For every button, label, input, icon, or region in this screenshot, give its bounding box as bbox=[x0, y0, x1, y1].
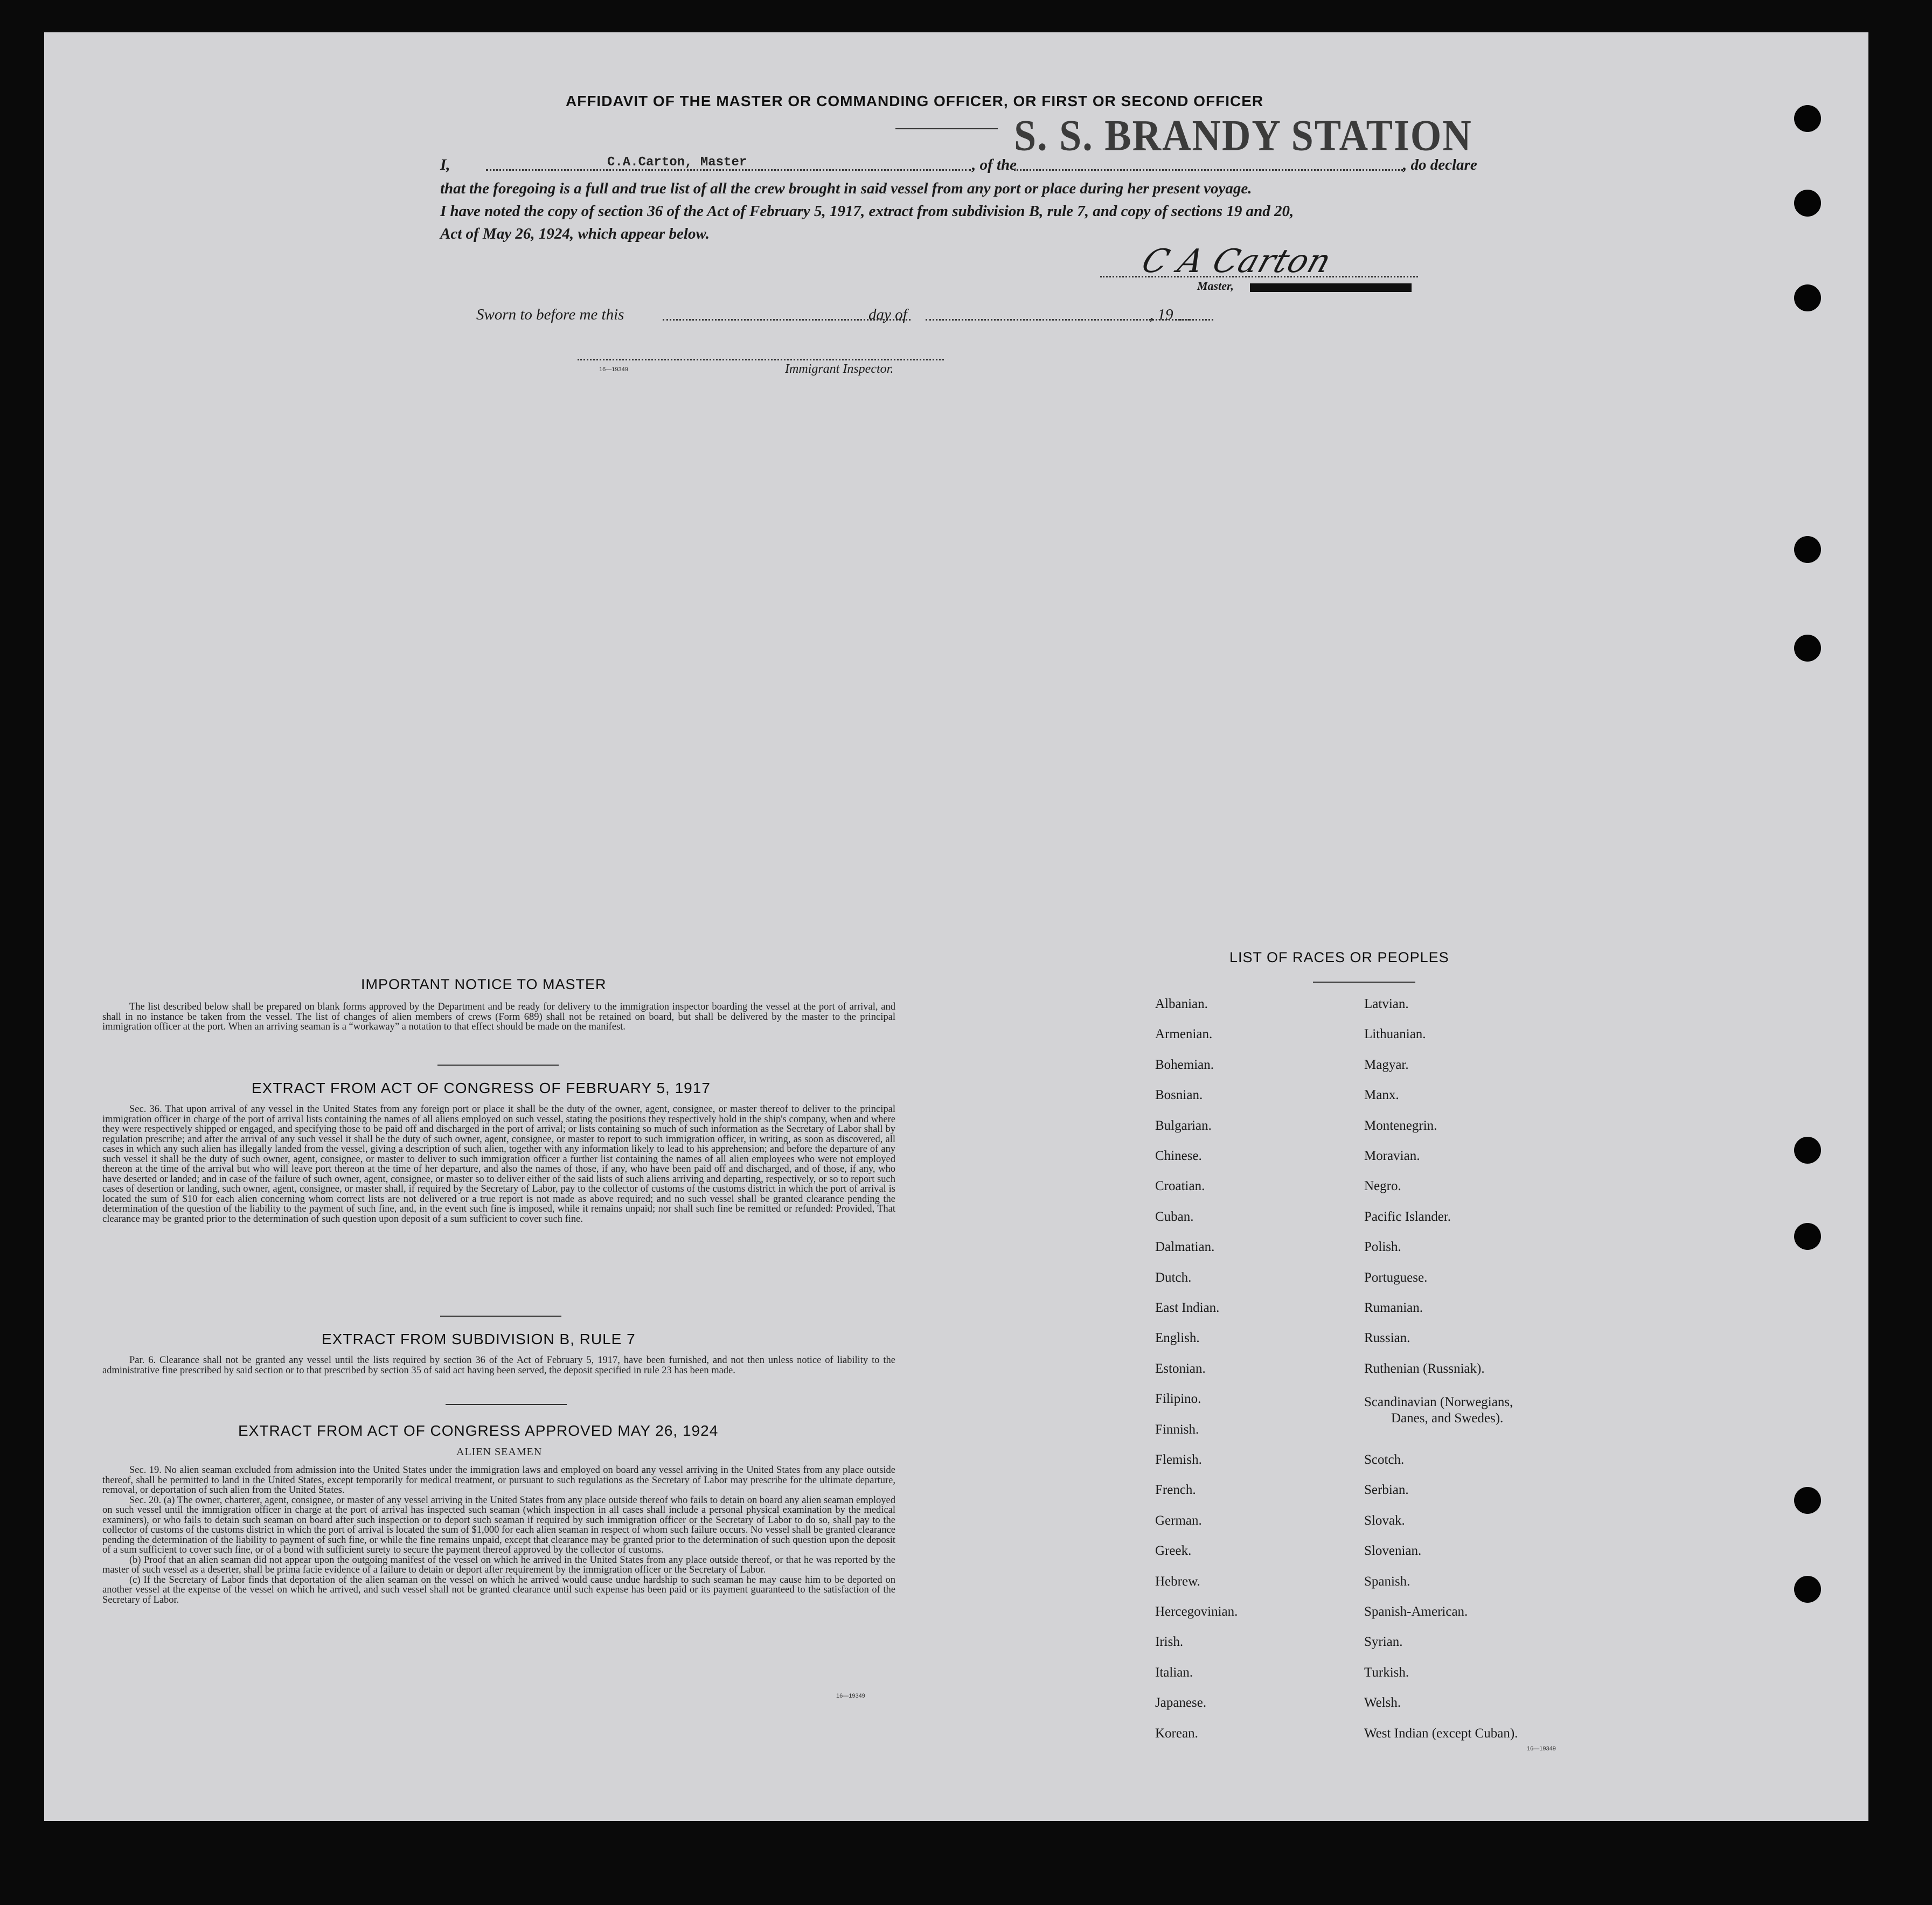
race-item: Finnish. bbox=[1155, 1422, 1199, 1437]
race-item: Manx. bbox=[1364, 1088, 1399, 1103]
race-item: Dutch. bbox=[1155, 1270, 1192, 1285]
year-label: , 19 bbox=[1150, 306, 1173, 323]
race-item: Irish. bbox=[1155, 1635, 1184, 1650]
punch-hole bbox=[1794, 284, 1821, 311]
race-item: Greek. bbox=[1155, 1544, 1192, 1559]
race-item: Armenian. bbox=[1155, 1027, 1213, 1042]
race-item: Japanese. bbox=[1155, 1695, 1207, 1711]
race-item: Cuban. bbox=[1155, 1209, 1194, 1224]
divider bbox=[446, 1404, 567, 1405]
race-item: Hebrew. bbox=[1155, 1574, 1200, 1589]
race-item: Spanish-American. bbox=[1364, 1604, 1468, 1619]
race-item: Scotch. bbox=[1364, 1452, 1405, 1467]
extract-1917-title: EXTRACT FROM ACT OF CONGRESS OF FEBRUARY 5, 1917 bbox=[252, 1080, 711, 1096]
extract-1924-text bbox=[102, 1465, 895, 1605]
do-declare-label: , do declare bbox=[1403, 156, 1477, 173]
punch-hole bbox=[1794, 190, 1821, 217]
race-item: West Indian (except Cuban). bbox=[1364, 1726, 1518, 1741]
race-item: Bosnian. bbox=[1155, 1088, 1203, 1103]
race-item: French. bbox=[1155, 1483, 1196, 1498]
extract-1917-text bbox=[102, 1104, 895, 1224]
race-item: Moravian. bbox=[1364, 1149, 1420, 1163]
vessel-field-line bbox=[1014, 169, 1403, 171]
notice-title: IMPORTANT NOTICE TO MASTER bbox=[361, 976, 607, 992]
redaction-bar bbox=[1250, 283, 1412, 292]
race-item: Negro. bbox=[1364, 1179, 1401, 1194]
punch-hole bbox=[1794, 1487, 1821, 1514]
affidavit-title: AFFIDAVIT OF THE MASTER OR COMMANDING OFFICER, OR FIRST OR SECOND OFFICER bbox=[566, 93, 1264, 109]
divider bbox=[895, 128, 998, 129]
divider bbox=[440, 1316, 561, 1317]
race-item: Hercegovinian. bbox=[1155, 1604, 1238, 1619]
form-number: 16—19349 bbox=[836, 1693, 865, 1699]
race-item: Ruthenian (Russniak). bbox=[1364, 1361, 1485, 1376]
race-item: Flemish. bbox=[1155, 1452, 1202, 1467]
race-item: Pacific Islander. bbox=[1364, 1209, 1451, 1224]
punch-hole bbox=[1794, 1223, 1821, 1250]
race-item: Bulgarian. bbox=[1155, 1118, 1212, 1133]
master-label: Master, bbox=[1197, 279, 1234, 293]
race-item: Albanian. bbox=[1155, 997, 1208, 1011]
race-item: Spanish. bbox=[1364, 1574, 1410, 1589]
race-item: Lithuanian. bbox=[1364, 1027, 1426, 1042]
race-item: Montenegrin. bbox=[1364, 1118, 1437, 1133]
race-item: Italian. bbox=[1155, 1665, 1193, 1680]
race-item: Russian. bbox=[1364, 1331, 1410, 1346]
races-title: LIST OF RACES OR PEOPLES bbox=[1229, 949, 1449, 965]
race-item: Serbian. bbox=[1364, 1483, 1409, 1498]
race-item: Filipino. bbox=[1155, 1392, 1201, 1407]
affidavit-line-4: Act of May 26, 1924, which appear below. bbox=[440, 225, 710, 242]
day-of-label: day of bbox=[868, 306, 907, 323]
punch-hole bbox=[1794, 1576, 1821, 1603]
of-the-label: , of the bbox=[972, 156, 1017, 173]
divider bbox=[437, 1065, 559, 1066]
race-item: Slovak. bbox=[1364, 1513, 1405, 1528]
signature bbox=[1137, 242, 1336, 280]
sec-36-paragraph: Sec. 36. That upon arrival of any vessel in the United States from any foreign port or place it shall be the duty of the owner, agent, consignee, or master thereof to deliver to the principal immigration officer in charge of the port of arrival lists containing the names of all aliens employed on such vessel, stating the positions they respectively hold in the ship's company, when and where they were respectively shipped or engaged, and specifying those to be paid off and discharged in the port of arrival; or lists containing so much of such information as the Secretary of Labor shall by regulation prescribe; and after the arrival of any such vessel it shall be the duty of such owner, agent, consignee, or master to report to such immigration officer, in writing, as soon as discovered, all cases in which any such alien has illegally landed from the vessel, giving a description of such alien, together with any information likely to lead to his apprehension; and before the departure of any such vessel it shall be the duty of such owner, agent, consignee, or master to deliver to such immigration officer a further list containing the names of all alien employees who were not employed thereon at the time of the arrival but who will leave port thereon at the time of her departure, and also the names of those, if any, who have been paid off and discharged, and of those, if any, who have deserted or landed; and in case of the failure of such owner, agent, consignee, or master so to deliver either of the said lists of such aliens arriving and departing, respectively, or so to report such cases of desertion or landing, such owner, agent, consignee, or master shall, if required by the Secretary of Labor, pay to the collector of customs of the customs district in which the port of arrival is located the sum of $10 for each alien concerning whom correct lists are not delivered or a true report is not made as above required; and no such vessel shall be granted clearance pending the determination of the question of the liability to the payment of such fine, and, in the event such fine is imposed, while it remains unpaid; nor shall such fine be remitted or refunded: Provided, That clearance may be granted prior to the determination of such question upon deposit of a sum sufficient to cover such fine. bbox=[102, 1104, 895, 1225]
signature-text: C A Carton bbox=[1137, 242, 1336, 280]
vessel-name-stamp: S. S. BRANDY STATION bbox=[1014, 111, 1472, 161]
master-name: C.A.Carton, Master bbox=[607, 155, 747, 170]
notice-paragraph: The list described below shall be prepared on blank forms approved by the Department and be ready for delivery to the immigration inspector boarding the vessel at the port of arrival, and shall in no instance be taken from the vessel. The list of changes of alien members of crews (Form 689) shall not be retained on board, but shall be delivered by the master to the principal immigration officer at the port. When an arriving seaman is a “workaway” a notation to that effect should be made on the manifest. bbox=[102, 1002, 895, 1032]
form-number: 16—19349 bbox=[1527, 1746, 1556, 1752]
race-item: Welsh. bbox=[1364, 1695, 1401, 1711]
divider bbox=[1313, 982, 1415, 983]
race-item: Estonian. bbox=[1155, 1361, 1206, 1376]
race-item: Turkish. bbox=[1364, 1665, 1409, 1680]
race-item: Croatian. bbox=[1155, 1179, 1205, 1194]
sec-20c-paragraph: (c) If the Secretary of Labor finds that deportation of the alien seaman on the vessel on which he arrived would cause undue hardship to such seaman he may cause him to be deported on another vessel at the expense of the vessel on which he arrived, and such vessel shall not be granted clearance until such expense has been paid or its payment guaranteed to the satisfaction of the Secretary of Labor. bbox=[102, 1574, 895, 1605]
affidavit-line-2: that the foregoing is a full and true list of all the crew brought in said vessel from any port or place during her present voyage. bbox=[440, 180, 1252, 197]
i-label: I, bbox=[440, 156, 450, 173]
signature-line bbox=[1100, 276, 1418, 277]
sworn-year-line bbox=[1176, 319, 1213, 321]
alien-seamen-subtitle: ALIEN SEAMEN bbox=[456, 1446, 543, 1458]
sec-19-paragraph: Sec. 19. No alien seaman excluded from admission into the United States under the immigration laws and employed on board any vessel arriving in the United States from any place outside thereof, shall be permitted to land in the United States, except temporarily for medical treatment, or pursuant to such regulations as the Secretary of Labor may prescribe for the ultimate departure, removal, or deportation of such alien from the United States. bbox=[102, 1465, 895, 1496]
sworn-label: Sworn to before me this bbox=[476, 306, 624, 323]
punch-hole bbox=[1794, 1137, 1821, 1164]
notice-text bbox=[102, 1002, 895, 1032]
rule-7-title: EXTRACT FROM SUBDIVISION B, RULE 7 bbox=[322, 1331, 636, 1347]
race-item: Scandinavian (Norwegians, bbox=[1364, 1395, 1513, 1410]
race-item: Dalmatian. bbox=[1155, 1240, 1215, 1255]
punch-hole bbox=[1794, 536, 1821, 563]
document-page bbox=[44, 32, 1868, 1821]
race-item: Latvian. bbox=[1364, 997, 1409, 1011]
race-item: Bohemian. bbox=[1155, 1057, 1214, 1072]
race-item: German. bbox=[1155, 1513, 1202, 1528]
race-item: Danes, and Swedes). bbox=[1391, 1411, 1504, 1426]
punch-hole bbox=[1794, 105, 1821, 132]
race-item: East Indian. bbox=[1155, 1301, 1220, 1315]
race-item: Syrian. bbox=[1364, 1635, 1403, 1650]
race-item: Portuguese. bbox=[1364, 1270, 1428, 1285]
race-item: Chinese. bbox=[1155, 1149, 1202, 1163]
inspector-label: Immigrant Inspector. bbox=[785, 362, 894, 376]
race-item: Slovenian. bbox=[1364, 1544, 1422, 1559]
par-6-paragraph: Par. 6. Clearance shall not be granted any vessel until the lists required by section 36 of the Act of February 5, 1917, have been furnished, and not then unless notice of liability to the administrative fine prescribed by said section or to that prescribed by section 35 of said act having been served, the deposit specified in rule 23 has been made. bbox=[102, 1355, 895, 1376]
sec-20b-paragraph: (b) Proof that an alien seaman did not appear upon the outgoing manifest of the vessel on which he arrived in the United States from any place outside thereof, or that he was reported by the master of such vessel as a deserter, shall be prima facie evidence of a failure to detain or deport after requirement by the immigration officer or the Secretary of Labor. bbox=[102, 1554, 895, 1575]
race-item: Polish. bbox=[1364, 1240, 1401, 1255]
punch-hole bbox=[1794, 635, 1821, 662]
form-number: 16—19349 bbox=[599, 366, 628, 373]
rule-7-text bbox=[102, 1355, 895, 1375]
extract-1924-title: EXTRACT FROM ACT OF CONGRESS APPROVED MAY 26, 1924 bbox=[238, 1422, 719, 1439]
race-item: Magyar. bbox=[1364, 1057, 1409, 1072]
inspector-signature-line bbox=[578, 359, 944, 360]
race-item: English. bbox=[1155, 1331, 1200, 1346]
race-item: Korean. bbox=[1155, 1726, 1198, 1741]
sec-20a-paragraph: Sec. 20. (a) The owner, charterer, agent, consignee, or master of any vessel arriving in the United States from any place outside thereof who fails to detain on board any alien seaman employed on such vessel until the immigration officer in charge at the port of arrival has inspected such seaman (which inspection in all cases shall include a personal physical examination by the medical examiners), or who fails to detain such seaman on board after such inspection or to deport such seaman if required by such immigration officer or the Secretary of Labor to do so, shall pay to the collector of customs of the customs district in which the port of arrival is located the sum of $1,000 for each alien seaman in respect of whom such failure occurs. No vessel shall be granted clearance pending the determination of the liability to payment of such fine, or while the fine remains unpaid, except that clearance may be granted prior to the determination of such question upon the deposit of a sum sufficient to cover such fine, or of a bond with sufficient surety to secure the payment thereof approved by the collector of customs. bbox=[102, 1494, 895, 1555]
affidavit-line-3: I have noted the copy of section 36 of the Act of February 5, 1917, extract from subdivision B, rule 7, and copy of sections 19 and 20, bbox=[440, 203, 1294, 220]
race-item: Rumanian. bbox=[1364, 1301, 1423, 1315]
